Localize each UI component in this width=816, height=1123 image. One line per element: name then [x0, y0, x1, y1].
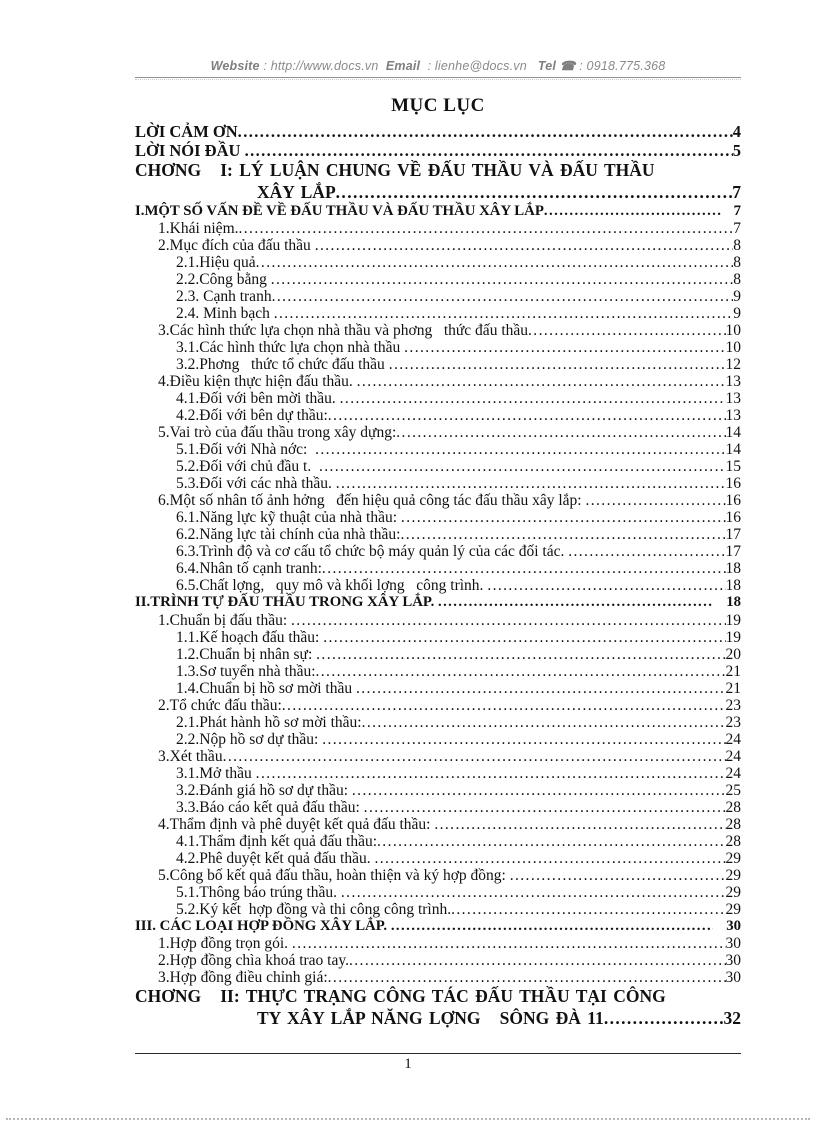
toc-row: [135, 884, 741, 901]
toc-page-number: 28: [725, 798, 741, 816]
toc-page-number: 25: [725, 781, 741, 799]
toc-entry-label: 2.Mục đích của đấu thầu: [158, 237, 315, 255]
page-number: 1: [404, 1056, 412, 1072]
toc-leader-dots: [239, 220, 734, 237]
toc-page-number: 24: [725, 730, 741, 748]
toc-row: [135, 612, 741, 629]
toc-row: [135, 935, 741, 952]
toc-page-number: 14: [725, 441, 741, 459]
toc-page-number: 21: [725, 679, 741, 697]
toc-entry-label: 4.1.Thẩm định kết quả đấu thầu:: [176, 832, 378, 850]
toc-page-number: 5: [732, 141, 741, 160]
toc-entry-label: LỜI NÓI ĐẦU: [135, 141, 245, 160]
toc-row: [135, 543, 741, 560]
document-title: MỤC LỤC: [391, 95, 485, 116]
toc-leader-dots: [362, 714, 726, 731]
toc-page-number: 19: [725, 628, 741, 646]
toc-entry-label: 3.1.Các hình thức lựa chọn nhà thầu: [176, 339, 405, 357]
toc-leader-dots: [256, 254, 734, 271]
toc-entry-label: 3.1.Mở thầu: [176, 764, 256, 782]
toc-page-number: 23: [725, 696, 741, 714]
toc-entry-label: 6.3.Trình độ và cơ cấu tổ chức bộ máy quản lý của các đối tác.: [176, 543, 569, 561]
toc-entry-label: I.MỘT SỐ VẤN ĐỀ VỀ ĐẤU THẦU VÀ ĐẤU THẦU XÂY LẮP: [135, 203, 544, 219]
toc-entry-label: 1.2.Chuẩn bị nhân sự:: [176, 645, 317, 663]
toc-page-number: 29: [725, 849, 741, 867]
toc-row: [135, 646, 741, 663]
toc-entry-label: 6.4.Nhân tố cạnh tranh:: [176, 560, 322, 578]
toc-row: [135, 594, 741, 611]
toc-entry-label: CHƠNG I: LÝ LUẬN CHUNG VỀ ĐẤU THẦU VÀ ĐẤU THẦU: [135, 160, 655, 180]
toc-page-number: 24: [725, 747, 741, 765]
toc-entry-label: 5.Công bố kết quả đấu thầu, hoàn thiện và ký hợp đồng:: [158, 866, 510, 884]
toc-entry-label: XÂY LẮP: [257, 181, 336, 202]
toc-row: [135, 697, 741, 714]
toc-page-number: 18: [725, 560, 741, 578]
toc-page-number: 16: [725, 509, 741, 527]
toc-page-number: 17: [725, 543, 741, 561]
toc-leader-dots: [274, 305, 734, 322]
toc-row: [135, 918, 741, 935]
toc-page-number: 8: [733, 271, 741, 289]
toc-row: [135, 356, 741, 373]
toc-row: [135, 680, 741, 697]
toc-entry-label: 2.1.Hiệu quả: [176, 254, 256, 272]
toc-entry-label: 3.Xét thầu: [158, 747, 223, 765]
website-value: : http://www.docs.vn: [259, 59, 386, 73]
toc-page-number: 12: [725, 356, 741, 374]
toc-row: [135, 850, 741, 867]
toc-entry-label: 4.2.Đối với bên dự thầu:: [176, 407, 328, 425]
toc-row: [135, 182, 741, 204]
toc-leader-dots: [585, 492, 725, 509]
toc-leader-dots: [316, 663, 726, 680]
toc-row: [135, 441, 741, 458]
toc-leader-dots: [245, 141, 733, 160]
toc-page-number: 20: [725, 645, 741, 663]
toc-row: [135, 475, 741, 492]
toc-leader-dots: [544, 203, 721, 220]
toc-leader-dots: [389, 356, 726, 373]
toc-page-number: 8: [733, 254, 741, 272]
toc-leader-dots: [282, 697, 726, 714]
toc-page-number: 30: [726, 917, 741, 934]
toc-row: [135, 373, 741, 390]
toc-page-number: 30: [725, 935, 741, 953]
toc-leader-dots: [223, 748, 726, 765]
tel-label: Tel: [537, 59, 557, 73]
toc-leader-dots: [316, 646, 725, 663]
toc-row: [135, 867, 741, 884]
toc-row: [135, 952, 741, 969]
toc-row: [135, 288, 741, 305]
toc-row: [135, 509, 741, 526]
toc-leader-dots: [438, 594, 713, 611]
toc-entry-label: 3.2.Phơng thức tổ chức đấu thầu: [176, 356, 389, 374]
toc-leader-dots: [528, 322, 725, 339]
toc-leader-dots: [319, 458, 726, 475]
toc-entry-label: 3.Hợp đồng điều chỉnh giá:: [158, 969, 328, 987]
toc-row: [135, 765, 741, 782]
toc-row: [135, 816, 741, 833]
toc-row: [135, 731, 741, 748]
content-area: [135, 0, 741, 1029]
website-label: Website: [210, 59, 260, 73]
toc-entry-label: LỜI CẢM ƠN: [135, 122, 238, 141]
toc-leader-dots: [315, 237, 734, 254]
toc-page-number: 23: [725, 713, 741, 731]
toc-leader-dots: [291, 612, 725, 629]
toc-entry-label: 5.2.Ký kết hợp đồng và thi công công trình.: [176, 900, 452, 918]
toc-leader-dots: [357, 373, 726, 390]
toc-leader-dots: [401, 509, 726, 526]
toc-page-number: 9: [733, 305, 741, 323]
toc-entry-label: 6.2.Năng lực tài chính của nhà thầu:: [176, 526, 401, 544]
toc-leader-dots: [364, 799, 726, 816]
email-value: : lienhe@docs.vn: [420, 59, 538, 73]
toc-page-number: 10: [725, 322, 741, 340]
toc-page-number: 24: [725, 764, 741, 782]
toc-page-number: 29: [725, 900, 741, 918]
toc-page-number: 16: [725, 492, 741, 510]
toc-page-number: 28: [725, 815, 741, 833]
toc-leader-dots: [404, 339, 725, 356]
toc-entry-label: 1.Hợp đồng trọn gói.: [158, 935, 292, 953]
toc-row: [135, 492, 741, 509]
toc-leader-dots: [323, 629, 725, 646]
toc-row: [135, 1008, 741, 1030]
toc-page-number: 18: [726, 594, 741, 611]
toc-entry-label: 6.Một số nhân tố ảnh hởng đến hiệu quả công tác đấu thầu xây lắp:: [158, 492, 586, 510]
toc-row: [135, 969, 741, 986]
toc-row: [135, 799, 741, 816]
toc-page-number: 7: [733, 220, 741, 238]
toc-leader-dots: [400, 526, 725, 543]
toc-page-number: 4: [732, 122, 741, 141]
toc-entry-label: 2.2.Công bằng: [176, 271, 271, 289]
footer-rule: [135, 1053, 741, 1054]
toc-leader-dots: [238, 122, 733, 141]
toc-page-number: 15: [725, 458, 741, 476]
toc-entry-label: 2.3. Cạnh tranh: [176, 288, 272, 306]
toc-leader-dots: [487, 577, 725, 594]
toc-entry-label: 4.1.Đối với bên mời thầu.: [176, 390, 340, 408]
toc-entry-label: 4.Thẩm định và phê duyệt kết quả đấu thầu:: [158, 815, 435, 833]
toc-entry-label: 5.Vai trò của đấu thầu trong xây dựng:: [158, 424, 397, 442]
toc-leader-dots: [322, 731, 725, 748]
toc-leader-dots: [271, 271, 734, 288]
toc-page-number: 29: [725, 866, 741, 884]
toc-page-number: 13: [725, 407, 741, 425]
toc-leader-dots: [604, 1008, 724, 1030]
toc-row: [135, 833, 741, 850]
toc-entry-label: 2.1.Phát hành hồ sơ mời thầu:: [176, 713, 362, 731]
toc-page-number: 16: [725, 475, 741, 493]
toc-entry-label: 2.4. Minh bạch: [176, 305, 274, 323]
toc-entry-label: 2.2.Nộp hồ sơ dự thầu:: [176, 730, 323, 748]
toc-row: [135, 714, 741, 731]
toc-entry-label: II.TRÌNH TỰ ĐẤU THẦU TRONG XÂY LẮP.: [135, 594, 438, 611]
toc-entry-label: 4.Điều kiện thực hiện đấu thầu.: [158, 373, 357, 391]
toc-entry-label: TY XÂY LẮP NĂNG LỢNG SÔNG ĐÀ 11: [257, 1007, 604, 1028]
toc-leader-dots: [374, 850, 725, 867]
toc-leader-dots: [451, 901, 725, 918]
toc-row: [135, 390, 741, 407]
toc-leader-dots: [356, 680, 726, 697]
toc-entry-label: 3.Các hình thức lựa chọn nhà thầu và phơng thức đấu thầu: [158, 322, 529, 340]
toc-leader-dots: [272, 288, 734, 305]
toc-row: [135, 339, 741, 356]
toc-row: [135, 271, 741, 288]
toc-entry-label: 3.2.Đánh giá hồ sơ dự thầu:: [176, 781, 352, 799]
toc-row: [135, 203, 741, 220]
toc-page-number: 7: [733, 203, 741, 219]
toc-row: [135, 577, 741, 594]
toc-entry-label: 2.Tổ chức đấu thầu:: [158, 696, 282, 714]
toc-page-number: 19: [725, 611, 741, 629]
toc-leader-dots: [315, 441, 725, 458]
toc-page-number: 13: [725, 373, 741, 391]
toc-row: [135, 220, 741, 237]
toc-row: [135, 986, 741, 1008]
toc-leader-dots: [328, 407, 726, 424]
toc-page-number: 10: [725, 339, 741, 357]
toc-leader-dots: [336, 475, 726, 492]
toc-entry-label: 5.1.Thông báo trúng thầu.: [176, 883, 341, 901]
email-label: Email: [385, 59, 421, 73]
toc-page-number: 7: [732, 181, 741, 202]
toc-row: [135, 322, 741, 339]
toc-page-number: 8: [733, 237, 741, 255]
toc-page-number: 21: [725, 662, 741, 680]
toc-leader-dots: [568, 543, 725, 560]
toc-page-number: 30: [725, 969, 741, 987]
toc-page-number: 14: [725, 424, 741, 442]
toc-row: [135, 458, 741, 475]
toc-entry-label: 1.4.Chuẩn bị hồ sơ mời thầu: [176, 679, 356, 697]
toc-page-number: 9: [733, 288, 741, 306]
toc-row: [135, 141, 741, 160]
toc-entry-label: 1.Khái niệm.: [158, 220, 239, 238]
bottom-dotted-line: [6, 1118, 810, 1120]
toc-row: [135, 663, 741, 680]
phone-icon: ☎: [559, 59, 576, 73]
toc-leader-dots: [292, 935, 726, 952]
toc-entry-label: CHƠNG II: THỰC TRẠNG CÔNG TÁC ĐẤU THẦU TẠI CÔNG: [135, 986, 666, 1007]
toc-row: [135, 424, 741, 441]
toc-row: [135, 122, 741, 141]
toc-page-number: 28: [725, 832, 741, 850]
toc-row: [135, 237, 741, 254]
toc-entry-label: 3.3.Báo cáo kết quả đấu thầu:: [176, 798, 364, 816]
toc-row: [135, 407, 741, 424]
toc-row: [135, 160, 741, 182]
tel-value: : 0918.775.368: [575, 59, 666, 73]
toc-row: [135, 748, 741, 765]
toc-leader-dots: [377, 833, 725, 850]
toc-leader-dots: [510, 867, 726, 884]
table-of-contents: [135, 122, 741, 1029]
toc-entry-label: 5.2.Đối với chủ đầu t.: [176, 458, 319, 476]
toc-page-number: 13: [725, 390, 741, 408]
page-header: [135, 58, 741, 78]
toc-page-number: 17: [725, 526, 741, 544]
toc-leader-dots: [396, 424, 725, 441]
toc-entry-label: 1.1.Kế hoạch đấu thầu:: [176, 628, 324, 646]
toc-entry-label: 4.2.Phê duyệt kết quả đấu thầu.: [176, 849, 375, 867]
toc-row: [135, 560, 741, 577]
header-dotted-rule: [135, 79, 741, 80]
toc-entry-label: 1.3.Sơ tuyển nhà thầu:: [176, 662, 316, 680]
toc-row: [135, 901, 741, 918]
toc-leader-dots: [322, 560, 726, 577]
toc-page-number: 29: [725, 883, 741, 901]
toc-page-number: 18: [725, 577, 741, 595]
toc-entry-label: III. CÁC LOẠI HỢP ĐỒNG XÂY LẮP.: [135, 917, 391, 934]
toc-entry-label: 5.3.Đối với các nhà thầu.: [176, 475, 336, 493]
toc-leader-dots: [256, 765, 726, 782]
toc-page-number: 32: [723, 1007, 741, 1028]
toc-leader-dots: [340, 390, 726, 407]
toc-row: [135, 305, 741, 322]
toc-leader-dots: [341, 884, 726, 901]
toc-page-number: 30: [725, 952, 741, 970]
toc-leader-dots: [434, 816, 725, 833]
toc-leader-dots: [349, 952, 726, 969]
toc-row: [135, 526, 741, 543]
toc-entry-label: 2.Hợp đồng chìa khoá trao tay.: [158, 952, 349, 970]
toc-entry-label: 6.5.Chất lợng, quy mô và khối lợng công trình.: [176, 577, 488, 595]
toc-entry-label: 6.1.Năng lực kỹ thuật của nhà thầu:: [176, 509, 401, 527]
toc-row: [135, 782, 741, 799]
toc-row: [135, 254, 741, 271]
toc-leader-dots: [391, 918, 713, 935]
toc-leader-dots: [352, 782, 726, 799]
toc-entry-label: 5.1.Đối với Nhà nớc:: [176, 441, 316, 459]
toc-leader-dots: [328, 969, 726, 986]
toc-row: [135, 629, 741, 646]
toc-leader-dots: [336, 182, 733, 204]
toc-entry-label: 1.Chuẩn bị đấu thầu:: [158, 611, 292, 629]
